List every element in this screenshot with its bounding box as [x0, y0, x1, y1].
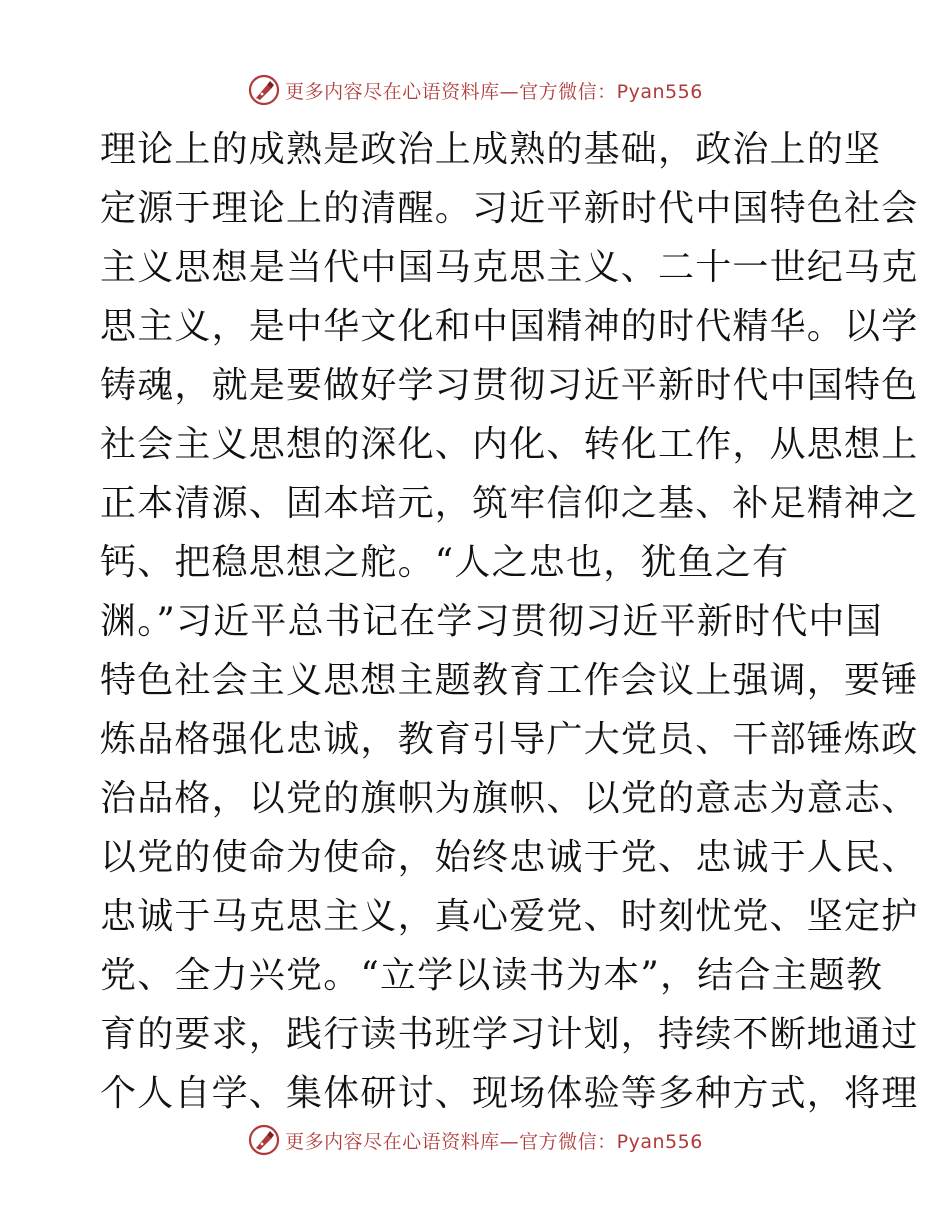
pen-nib-logo-icon: [247, 73, 281, 107]
body-line: 理论上的成熟是政治上成熟的基础，政治上的坚: [100, 129, 882, 170]
body-line: 个人自学、集体研讨、现场体验等多种方式，将理: [100, 1073, 919, 1114]
footer-banner: [0, 1120, 950, 1160]
body-line: 思主义，是中华文化和中国精神的时代精华。以学: [100, 306, 919, 347]
header-banner-text: 更多内容尽在心语资料库—官方微信：Pyan556: [285, 80, 703, 103]
pen-nib-logo-icon: [247, 1123, 281, 1157]
body-line: 铸魂，就是要做好学习贯彻习近平新时代中国特色: [100, 365, 919, 406]
document-body: [100, 120, 919, 1123]
body-line: 育的要求，践行读书班学习计划，持续不断地通过: [100, 1014, 919, 1055]
body-line: 以党的使命为使命，始终忠诚于党、忠诚于人民、: [100, 837, 919, 878]
header-banner: [0, 70, 950, 110]
body-line: 定源于理论上的清醒。习近平新时代中国特色社会: [100, 188, 919, 229]
body-line: 钙、把稳思想之舵。“人之忠也，犹鱼之有: [100, 542, 790, 583]
body-line: 党、全力兴党。“立学以读书为本”，结合主题教: [100, 955, 884, 996]
body-line: 社会主义思想的深化、内化、转化工作，从思想上: [100, 424, 919, 465]
footer-banner-text: 更多内容尽在心语资料库—官方微信：Pyan556: [285, 1130, 703, 1153]
body-line: 特色社会主义思想主题教育工作会议上强调，要锤: [100, 660, 919, 701]
body-line: 渊。”习近平总书记在学习贯彻习近平新时代中国: [100, 601, 883, 642]
body-line: 治品格，以党的旗帜为旗帜、以党的意志为意志、: [100, 778, 919, 819]
body-line: 忠诚于马克思主义，真心爱党、时刻忧党、坚定护: [100, 896, 919, 937]
body-line: 主义思想是当代中国马克思主义、二十一世纪马克: [100, 247, 919, 288]
body-line: 正本清源、固本培元，筑牢信仰之基、补足精神之: [100, 483, 919, 524]
body-line: 炼品格强化忠诚，教育引导广大党员、干部锤炼政: [100, 719, 919, 760]
